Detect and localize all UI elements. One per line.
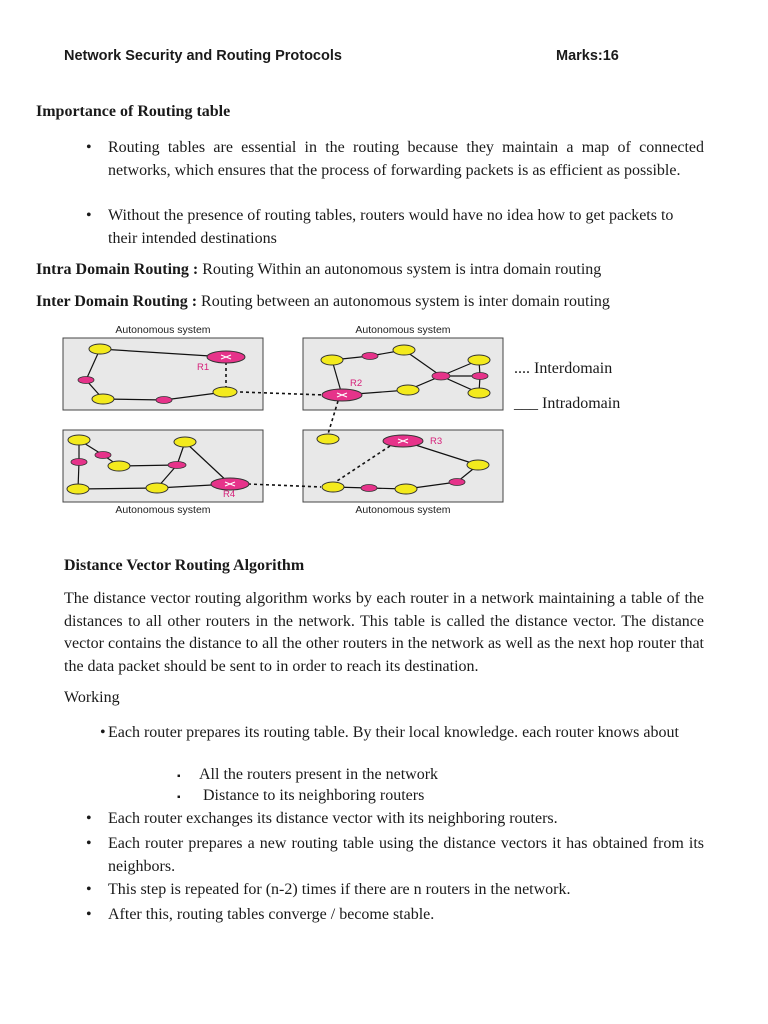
router-label: R3 xyxy=(430,436,443,447)
list-item xyxy=(86,904,704,927)
bullet-text: All the routers present in the network xyxy=(199,766,439,783)
router-label: R2 xyxy=(350,378,363,389)
as-label: Autonomous system xyxy=(115,504,211,516)
intra-domain-definition xyxy=(36,261,601,279)
square-bullet-icon: ▪ xyxy=(177,792,181,803)
as-label: Autonomous system xyxy=(115,324,211,336)
routing-diagram xyxy=(55,318,675,518)
router-label: R1 xyxy=(197,362,210,373)
dv-heading: Distance Vector Routing Algorithm xyxy=(64,557,305,574)
as-label: Autonomous system xyxy=(355,504,451,516)
as-label: Autonomous system xyxy=(355,324,451,336)
working-label: Working xyxy=(64,689,120,706)
intra-domain-label: Intra Domain Routing : xyxy=(36,261,199,278)
list-item xyxy=(86,879,704,902)
bullet-text: Routing tables are essential in the routing because they maintain a map of connected networks, which ensures that the process of forwarding packets is as efficient as possible. xyxy=(108,139,704,179)
bullet-icon: • xyxy=(100,724,106,741)
bullet-icon: • xyxy=(86,810,92,827)
list-item xyxy=(177,785,425,808)
bullet-text: Without the presence of routing tables, routers would have no idea how to get packets to their intended destinations xyxy=(108,207,674,247)
list-item xyxy=(86,205,704,250)
marks-label: Marks:16 xyxy=(556,48,619,64)
legend-interdomain: .... Interdomain xyxy=(514,360,613,377)
bullet-text: After this, routing tables converge / become stable. xyxy=(108,906,435,923)
bullet-icon: • xyxy=(86,906,92,923)
bullet-text: This step is repeated for (n-2) times if there are n routers in the network. xyxy=(108,881,571,898)
inter-domain-label: Inter Domain Routing : xyxy=(36,293,198,310)
bullet-icon: • xyxy=(86,139,92,156)
routing-table-heading: Importance of Routing table xyxy=(36,103,231,120)
bullet-icon: • xyxy=(86,835,92,852)
list-item xyxy=(86,833,704,878)
document-title: Network Security and Routing Protocols xyxy=(64,48,342,64)
bullet-text: Each router prepares its routing table. By their local knowledge. each router knows about xyxy=(108,724,679,741)
bullet-text: Each router exchanges its distance vector with its neighboring routers. xyxy=(108,810,558,827)
list-item xyxy=(100,722,704,745)
legend-intradomain: ___ Intradomain xyxy=(514,395,621,412)
bullet-text: Each router prepares a new routing table using the distance vectors it has obtained from its neighbors. xyxy=(108,835,704,875)
list-item xyxy=(177,764,439,787)
bullet-icon: • xyxy=(86,881,92,898)
inter-domain-definition xyxy=(36,293,610,311)
intra-domain-text: Routing Within an autonomous system is intra domain routing xyxy=(198,261,602,278)
list-item xyxy=(86,808,704,831)
inter-domain-text: Routing between an autonomous system is inter domain routing xyxy=(197,293,610,310)
router-r3 xyxy=(383,435,442,447)
bullet-text: Distance to its neighboring routers xyxy=(199,787,425,804)
router-label: R4 xyxy=(223,489,236,500)
square-bullet-icon: ▪ xyxy=(177,771,181,782)
bullet-icon: • xyxy=(86,207,92,224)
list-item xyxy=(86,137,704,182)
dv-paragraph: The distance vector routing algorithm works by each router in a network maintaining a table of the distances to all other routers in the network. This table is called the distance vector. The distance vector contains the distance to all the other routers in the network as well as the next hop router that the data packet should be sent to in order to reach its destination. xyxy=(64,590,704,675)
